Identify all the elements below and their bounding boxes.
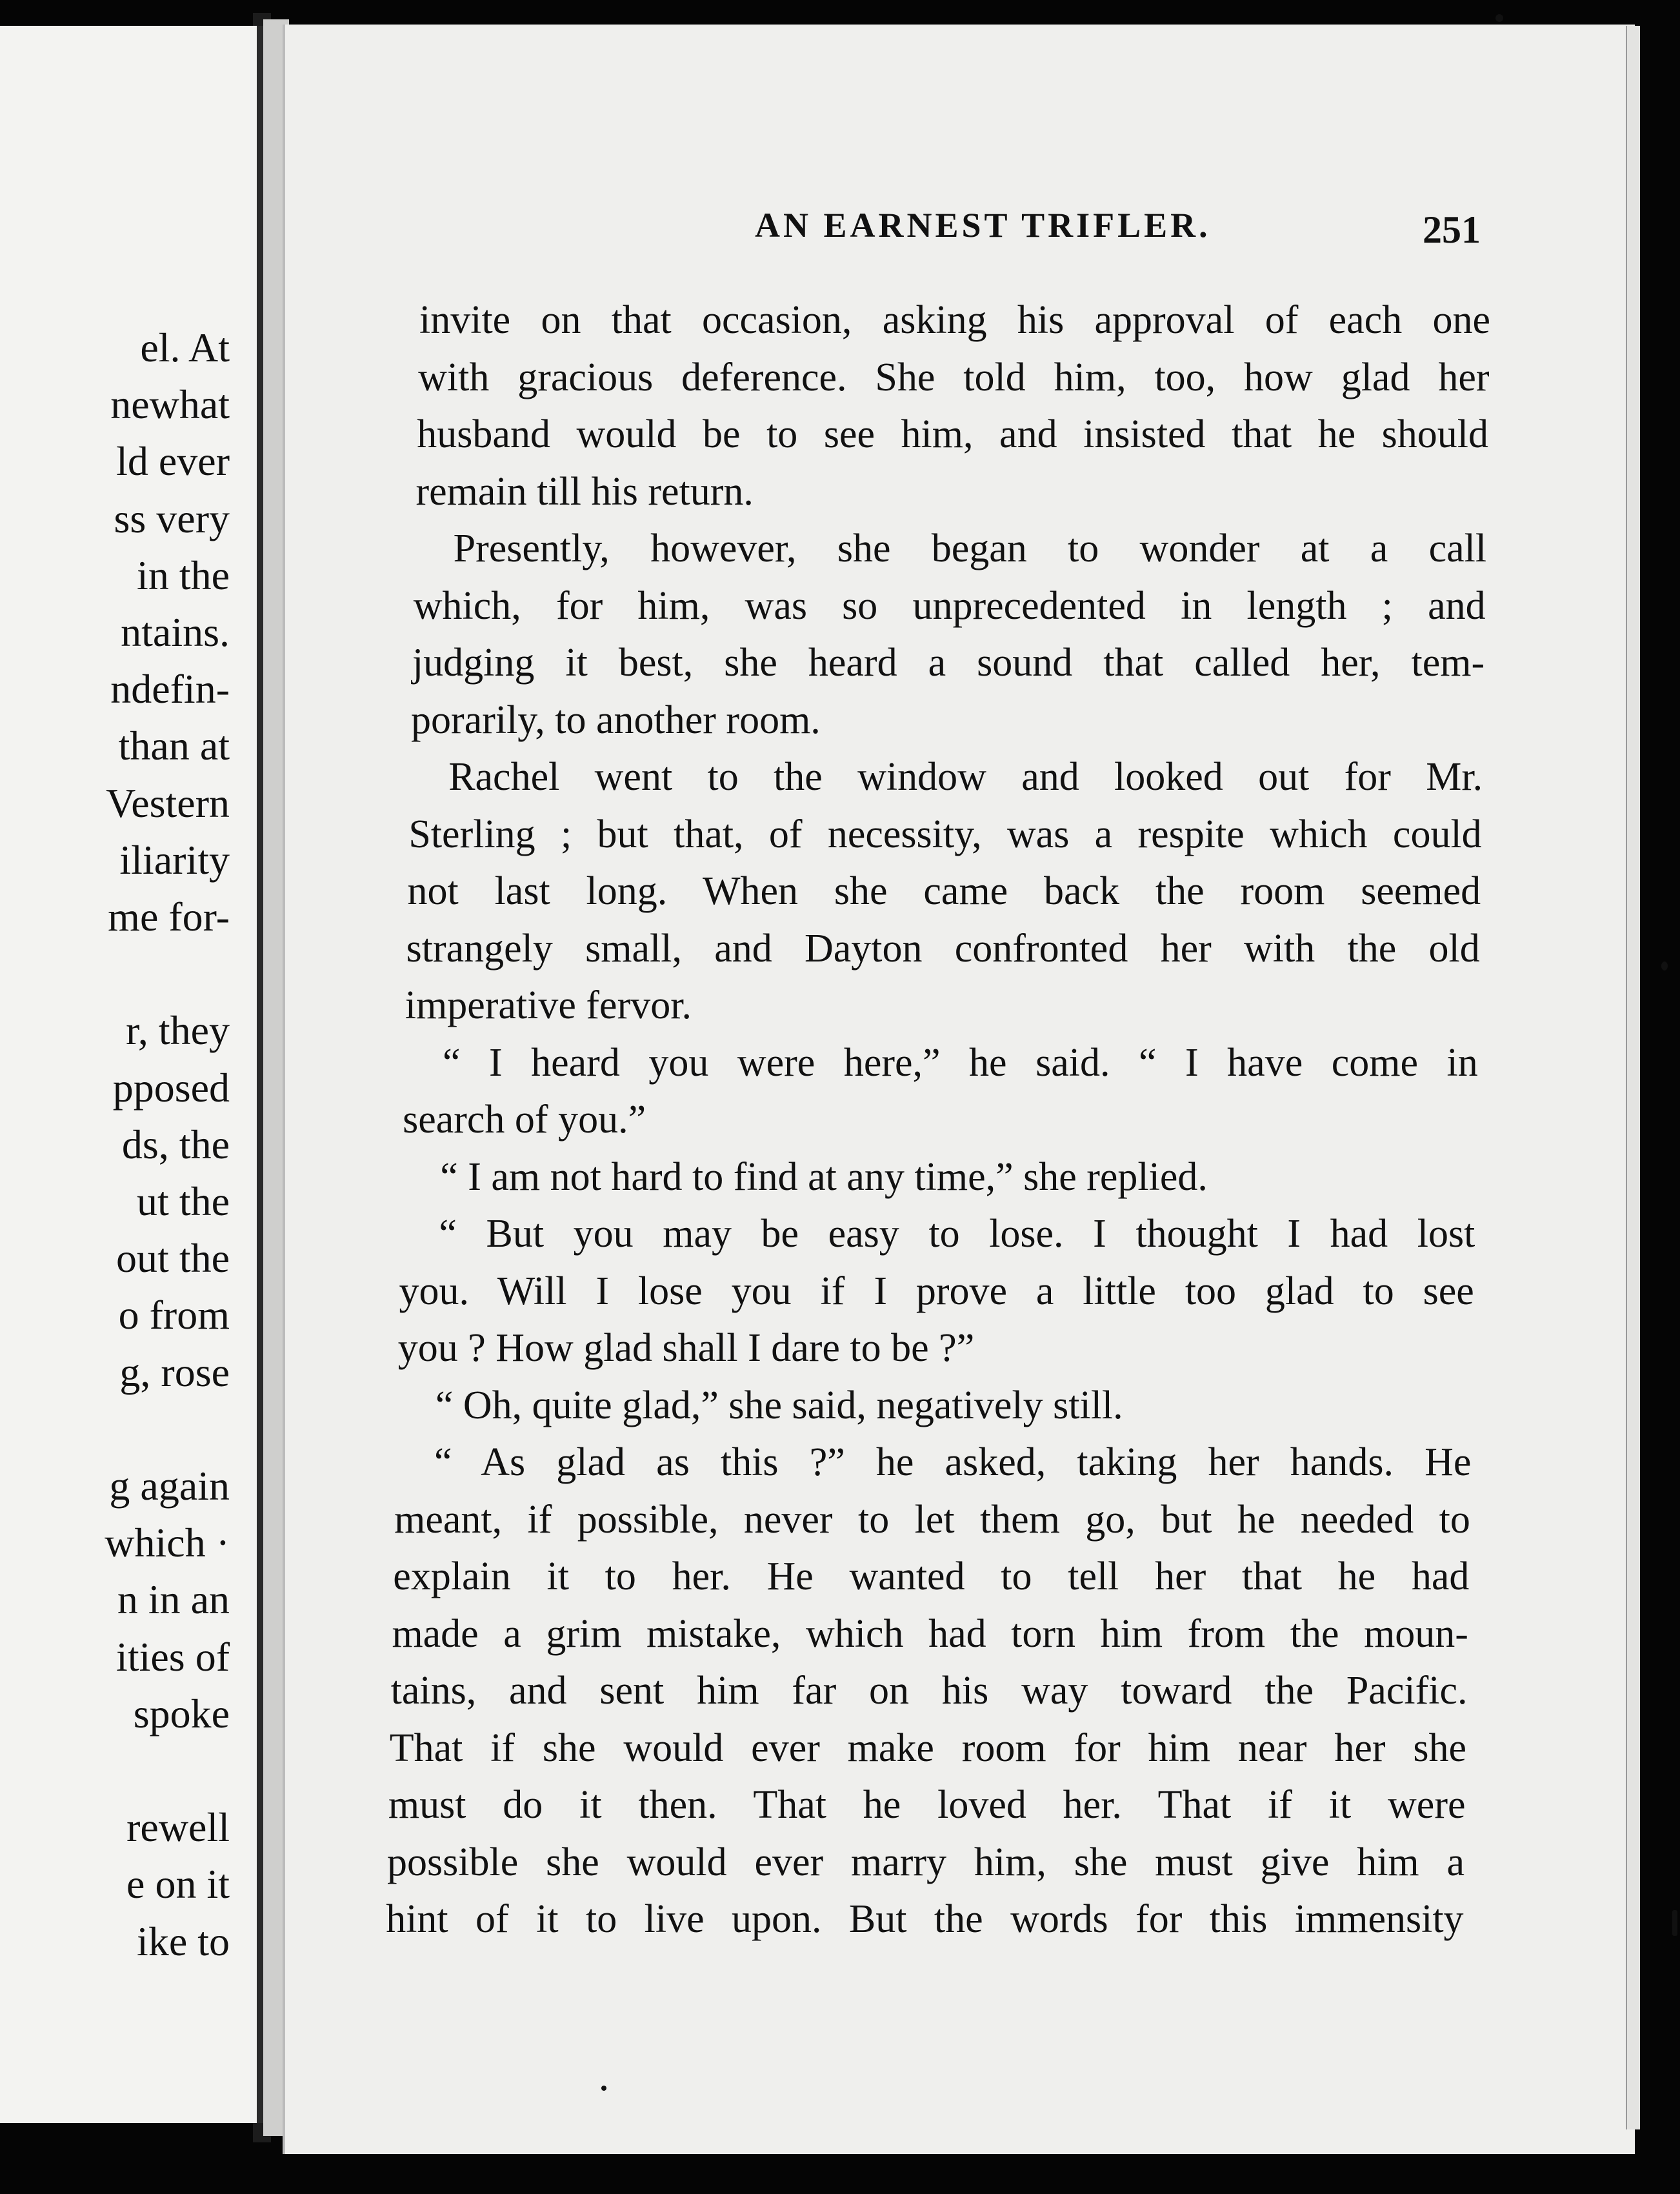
left-text-line: ities of [116, 1633, 230, 1680]
left-text-line: in the [137, 552, 230, 598]
left-text-line: newhat [110, 381, 230, 428]
text-line: you. Will I lose you if I prove a little too glad to see [399, 1269, 1474, 1313]
text-line: “ But you may be easy to lose. I thought I had lost [439, 1212, 1475, 1256]
left-text-line: ike to [137, 1918, 230, 1964]
left-text-line: n in an [117, 1576, 230, 1623]
text-line: must do it then. That he loved her. That if it were [388, 1783, 1466, 1827]
text-line: tains, and sent him far on his way toward the Pacific. [390, 1669, 1468, 1713]
text-line: Presently, however, she began to wonder at a call [453, 527, 1487, 570]
text-line: husband would be to see him, and insisted that he should [417, 412, 1489, 456]
left-text-line: than at [118, 723, 230, 769]
left-text-line: ut the [137, 1178, 230, 1224]
text-line: “ As glad as this ?” he asked, taking her hands. He [434, 1440, 1472, 1484]
text-line: strangely small, and Dayton confronted her with the old [406, 926, 1480, 971]
left-text-line: ndefin- [110, 666, 230, 712]
left-text-line: o from [118, 1292, 230, 1338]
print-speck [1672, 1910, 1677, 1936]
left-text-line: ss very [114, 495, 230, 541]
left-text-line: pposed [112, 1064, 230, 1111]
left-text-line: Vestern [106, 780, 230, 826]
text-line: invite on that occasion, asking his approval of each one [419, 298, 1490, 342]
text-line: imperative fervor. [405, 983, 692, 1027]
left-text-line: spoke [133, 1690, 230, 1736]
left-text-line: r, they [126, 1007, 230, 1054]
text-line: Rachel went to the window and looked out for Mr. [448, 755, 1483, 799]
left-text-line: e on it [126, 1861, 230, 1907]
text-line: search of you.” [403, 1098, 646, 1142]
left-text-line: iliarity [119, 836, 230, 883]
text-line: not last long. When she came back the room seemed [407, 869, 1481, 913]
text-line: possible she would ever marry him, she must give him a [387, 1840, 1465, 1884]
left-text-line: el. At [140, 325, 230, 370]
text-line: That if she would ever make room for him near her she [389, 1726, 1466, 1770]
text-line: porarily, to another room. [411, 698, 821, 742]
print-speck [601, 2086, 606, 2091]
running-head: AN EARNEST TRIFLER. [755, 206, 1211, 245]
text-line: “ Oh, quite glad,” she said, negatively still. [435, 1383, 1123, 1427]
text-line: you ? How glad shall I dare to be ?” [397, 1326, 975, 1370]
left-text-line: me for- [108, 894, 230, 940]
text-line: which, for him, was so unprecedented in length ; and [413, 583, 1486, 628]
page-number: 251 [1423, 208, 1481, 251]
text-line: hint of it to live upon. But the words for this immensity [386, 1897, 1464, 1941]
left-text-line: ntains. [121, 609, 230, 655]
text-line: with gracious deference. She told him, too, how glad her [418, 355, 1490, 399]
print-speck [1661, 961, 1668, 971]
text-line: “ I heard you were here,” he said. “ I have come in [442, 1040, 1478, 1085]
left-text-line: ld ever [116, 438, 230, 485]
print-speck [1495, 14, 1503, 22]
left-text-line: which · [105, 1520, 230, 1566]
left-text-line: rewell [126, 1804, 230, 1851]
left-text-line: g, rose [119, 1349, 230, 1395]
left-text-line: out the [116, 1235, 230, 1282]
text-line: remain till his return. [415, 469, 754, 514]
left-text-line: ds, the [121, 1121, 230, 1167]
text-line: Sterling ; but that, of necessity, was a respite which could [408, 812, 1482, 856]
text-line: explain it to her. He wanted to tell her that he had [393, 1555, 1470, 1598]
text-line: judging it best, she heard a sound that called her, tem- [412, 641, 1485, 685]
left-text-line: g again [109, 1463, 230, 1509]
text-line: made a grim mistake, which had torn him from the moun- [392, 1611, 1468, 1656]
text-line: meant, if possible, never to let them go, but he needed to [394, 1497, 1470, 1542]
text-line: “ I am not hard to find at any time,” she replied. [440, 1154, 1208, 1199]
